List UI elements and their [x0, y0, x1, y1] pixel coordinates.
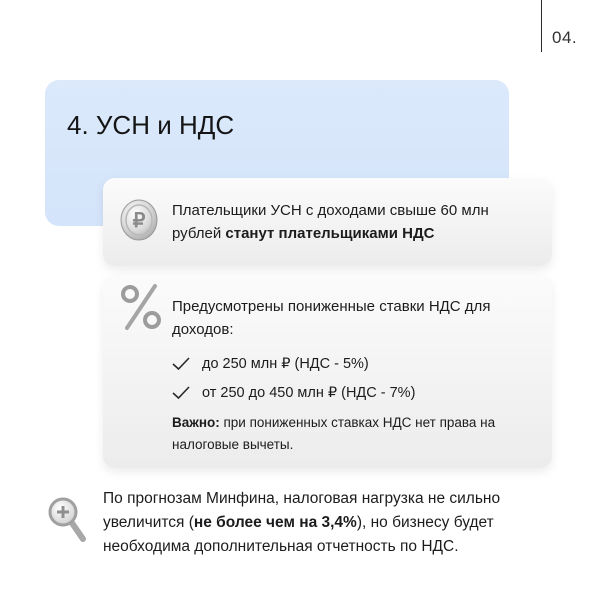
svg-text:₽: ₽	[132, 210, 146, 232]
reduced-rates-heading: Предусмотрены пониженные ставки НДС для доходов:	[172, 298, 491, 338]
page-number: 04.	[552, 28, 578, 47]
check-icon	[172, 357, 190, 371]
percent-icon	[119, 282, 163, 332]
usn-vat-payer-card	[103, 178, 552, 266]
page-title: 4. УСН и НДС	[67, 110, 235, 140]
rate-item-450: от 250 до 450 млн ₽ (НДС - 7%)	[172, 378, 415, 407]
reduced-rates-card	[103, 276, 552, 468]
page-number-divider	[541, 0, 542, 52]
ruble-coin-icon	[118, 196, 160, 244]
important-note: Важно: при пониженных ставках НДС нет права на налоговые вычеты.	[172, 415, 496, 452]
rates-list	[172, 349, 415, 407]
check-icon	[172, 386, 190, 400]
usn-vat-payer-text: Плательщики УСН с доходами свыше 60 млн рублей станут плательщиками НДС	[172, 202, 489, 242]
forecast-text: По прогнозам Минфина, налоговая нагрузка не сильно увеличится (не более чем на 3,4%), но бизнесу будет необходима дополнительная отчетность по НДС.	[103, 490, 501, 555]
rate-item-250: до 250 млн ₽ (НДС - 5%)	[172, 349, 415, 378]
magnifier-plus-icon	[47, 495, 87, 545]
